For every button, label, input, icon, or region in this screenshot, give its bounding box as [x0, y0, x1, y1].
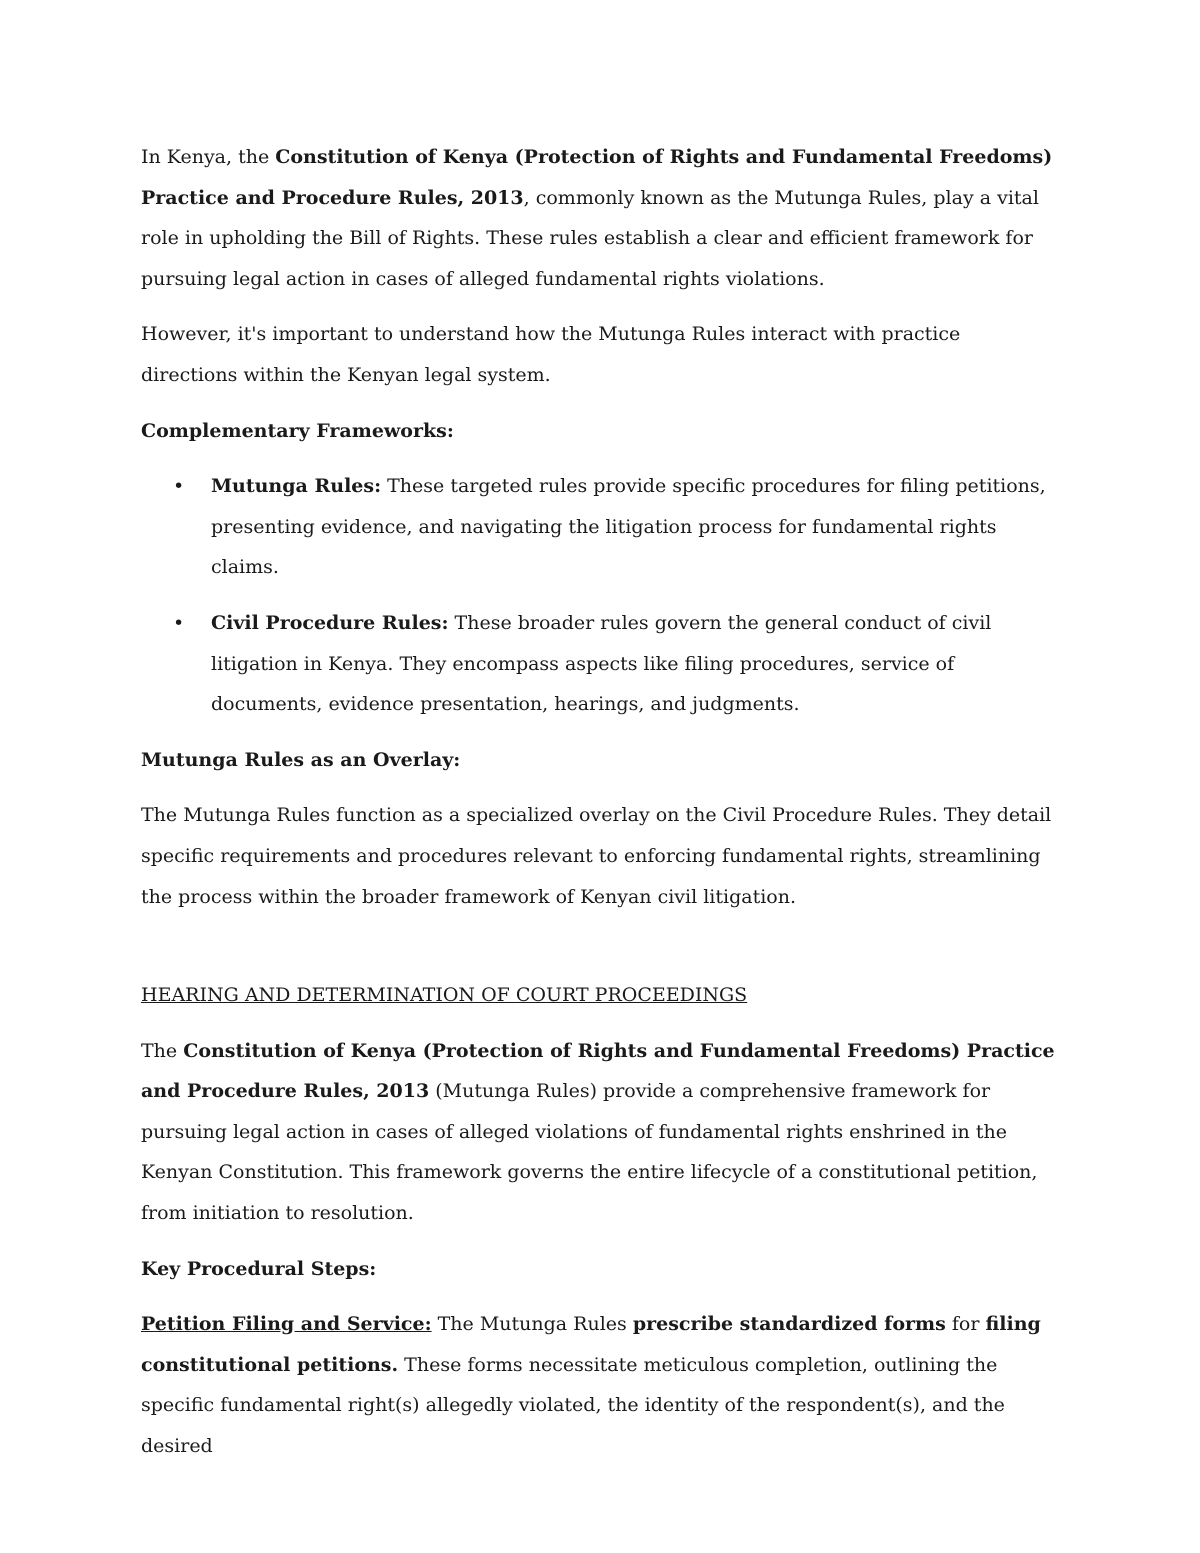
section-heading [141, 975, 1061, 1016]
intro-text-1: In Kenya, the [141, 146, 276, 168]
overlay-text: The Mutunga Rules function as a specialized overlay on the Civil Procedure Rules. They detail specific requirements and procedures relevant to enforcing fundamental rights, streamlining the process within the broader framework of Kenyan civil litigation. [141, 804, 1052, 908]
document-body [141, 137, 1061, 1482]
petition-filing-label: Petition Filing and Service: [141, 1313, 432, 1336]
intro-paragraph [141, 137, 1061, 299]
intro-text-2: , commonly known as the Mutunga Rules, play a vital role in upholding the Bill of Rights. These rules establish a clear and efficient framework for pursuing legal action in cases of alleged fundamental rights violations. [141, 186, 1039, 290]
list-item-text: These targeted rules provide specific procedures for filing petitions, presenting evidence, and navigating the litigation process for fundamental rights claims. [211, 475, 1046, 579]
section-heading-text: HEARING AND DETERMINATION OF COURT PROCEEDINGS [141, 984, 748, 1007]
heading-overlay-text: Mutunga Rules as an Overlay: [141, 748, 461, 771]
petition-filing-paragraph [141, 1304, 1061, 1466]
hearing-paragraph [141, 1031, 1061, 1234]
petition-text-1: The Mutunga Rules [431, 1313, 633, 1336]
hearing-text-2: (Mutunga Rules) provide a comprehensive framework for pursuing legal action in cases of alleged violations of fundamental rights enshrined in the Kenyan Constitution. This framework governs the entire lifecycle of a constitutional petition, from initiation to resolution. [141, 1080, 1038, 1225]
practice-directions-paragraph [141, 314, 1061, 395]
frameworks-list [141, 466, 1061, 725]
overlay-paragraph [141, 795, 1061, 917]
list-item-mutunga-rules [141, 466, 1061, 588]
heading-complementary-frameworks-text: Complementary Frameworks: [141, 419, 454, 442]
practice-directions-text: However, it's important to understand how the Mutunga Rules interact with practice directions within the Kenyan legal system. [141, 323, 961, 386]
heading-complementary-frameworks [141, 411, 1061, 452]
petition-text-2: for [945, 1313, 986, 1336]
petition-bold-1: prescribe standardized forms [632, 1313, 946, 1336]
heading-key-steps-text: Key Procedural Steps: [141, 1257, 377, 1280]
heading-key-steps [141, 1249, 1061, 1290]
hearing-text-1: The [141, 1039, 184, 1062]
petition-text-3: These forms necessitate meticulous completion, outlining the specific fundamental right(s) allegedly violated, the identity of the respondent(s), and the desired [141, 1353, 1005, 1458]
bullet-icon: • [173, 611, 185, 634]
list-item-label: Civil Procedure Rules: [211, 611, 449, 634]
list-item-label: Mutunga Rules: [211, 475, 382, 498]
heading-overlay [141, 740, 1061, 781]
hearing-rules-title-bold: Constitution of Kenya (Protection of Rights and Fundamental Freedoms) Practice and Procedure Rules, 2013 [141, 1039, 1055, 1103]
petition-bold-2: filing constitutional petitions. [141, 1313, 1041, 1376]
bullet-icon: • [173, 475, 185, 498]
rules-title-bold: Constitution of Kenya (Protection of Rights and Fundamental Freedoms) Practice and Procedure Rules, 2013 [141, 146, 1053, 209]
list-item-civil-procedure-rules [141, 603, 1061, 725]
list-item-text: These broader rules govern the general conduct of civil litigation in Kenya. They encompass aspects like filing procedures, service of documents, evidence presentation, hearings, and judgments. [211, 611, 992, 716]
